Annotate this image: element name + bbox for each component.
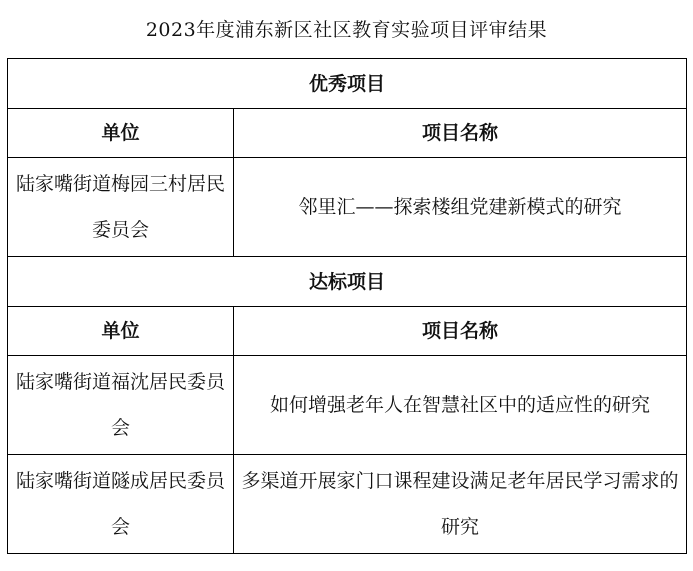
results-table: [7, 58, 687, 554]
table-row: [8, 158, 687, 257]
table-row: [8, 455, 687, 554]
header-row-excellent: [8, 109, 687, 158]
unit-cell: 陆家嘴街道福沈居民委员会: [8, 356, 234, 455]
project-name-cell: 邻里汇——探索楼组党建新模式的研究: [234, 158, 687, 257]
section-row-qualified: [8, 257, 687, 307]
column-header-unit: 单位: [8, 109, 234, 158]
document-title: 2023年度浦东新区社区教育实验项目评审结果: [145, 19, 548, 41]
unit-cell: 陆家嘴街道梅园三村居民委员会: [8, 158, 234, 257]
header-row-qualified: [8, 307, 687, 356]
section-heading-qualified: 达标项目: [8, 257, 687, 307]
project-name-cell: 多渠道开展家门口课程建设满足老年居民学习需求的研究: [234, 455, 687, 554]
unit-cell: 陆家嘴街道隧成居民委员会: [8, 455, 234, 554]
column-header-project-name: 项目名称: [234, 109, 687, 158]
section-row-excellent: [8, 59, 687, 109]
column-header-unit: 单位: [8, 307, 234, 356]
table-row: [8, 356, 687, 455]
project-name-cell: 如何增强老年人在智慧社区中的适应性的研究: [234, 356, 687, 455]
column-header-project-name: 项目名称: [234, 307, 687, 356]
section-heading-excellent: 优秀项目: [8, 59, 687, 109]
